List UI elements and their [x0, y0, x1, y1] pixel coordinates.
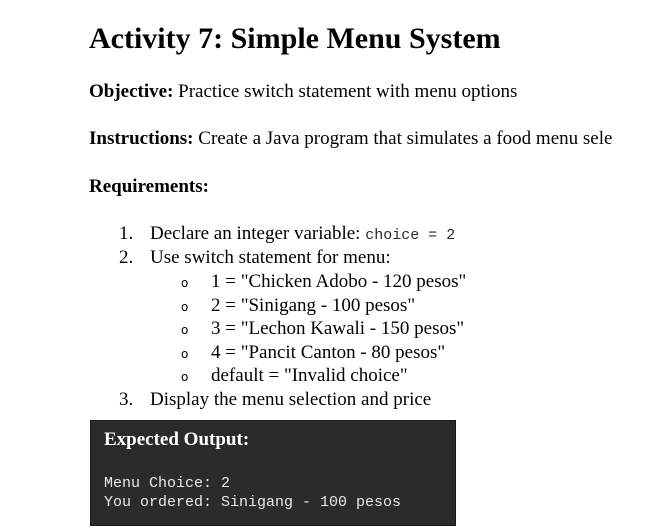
requirement-text: Declare an integer variable: [150, 223, 366, 244]
hollow-bullet-icon: o [181, 323, 189, 338]
instructions-label: Instructions: [89, 128, 194, 149]
instructions-paragraph [89, 127, 612, 151]
requirement-text: Use switch statement for menu: [150, 247, 391, 268]
objective-paragraph [89, 80, 517, 104]
expected-output-box [90, 420, 456, 526]
menu-option-text: 3 = "Lechon Kawali - 150 pesos" [211, 318, 465, 340]
requirement-text: Display the menu selection and price [150, 388, 432, 410]
hollow-bullet-icon: o [181, 346, 189, 361]
menu-option-text: 1 = "Chicken Adobo - 120 pesos" [211, 271, 467, 292]
requirement-number: 2. [119, 247, 134, 268]
menu-option-text: 4 = "Pancit Canton - 80 pesos" [211, 341, 446, 363]
instructions-text: Create a Java program that simulates a food menu sele [193, 128, 613, 149]
objective-text: Practice switch statement with menu options [173, 81, 518, 102]
menu-option-text: default = "Invalid choice" [211, 365, 408, 387]
code-snippet: choice = 2 [365, 227, 456, 244]
page-title: Activity 7: Simple Menu System [89, 22, 501, 55]
output-line: Menu Choice: 2 [104, 475, 231, 492]
requirement-number: 1. [119, 223, 134, 244]
hollow-bullet-icon: o [181, 276, 189, 290]
requirements-heading [89, 175, 209, 199]
expected-output-title: Expected Output: [104, 429, 250, 450]
output-line: You ordered: Sinigang - 100 pesos [104, 494, 402, 511]
hollow-bullet-icon: o [181, 299, 189, 314]
requirement-number: 3. [119, 388, 134, 410]
hollow-bullet-icon: o [181, 370, 189, 385]
objective-label: Objective: [89, 81, 174, 102]
menu-option-text: 2 = "Sinigang - 100 pesos" [211, 294, 416, 316]
requirements-label: Requirements: [89, 176, 209, 197]
